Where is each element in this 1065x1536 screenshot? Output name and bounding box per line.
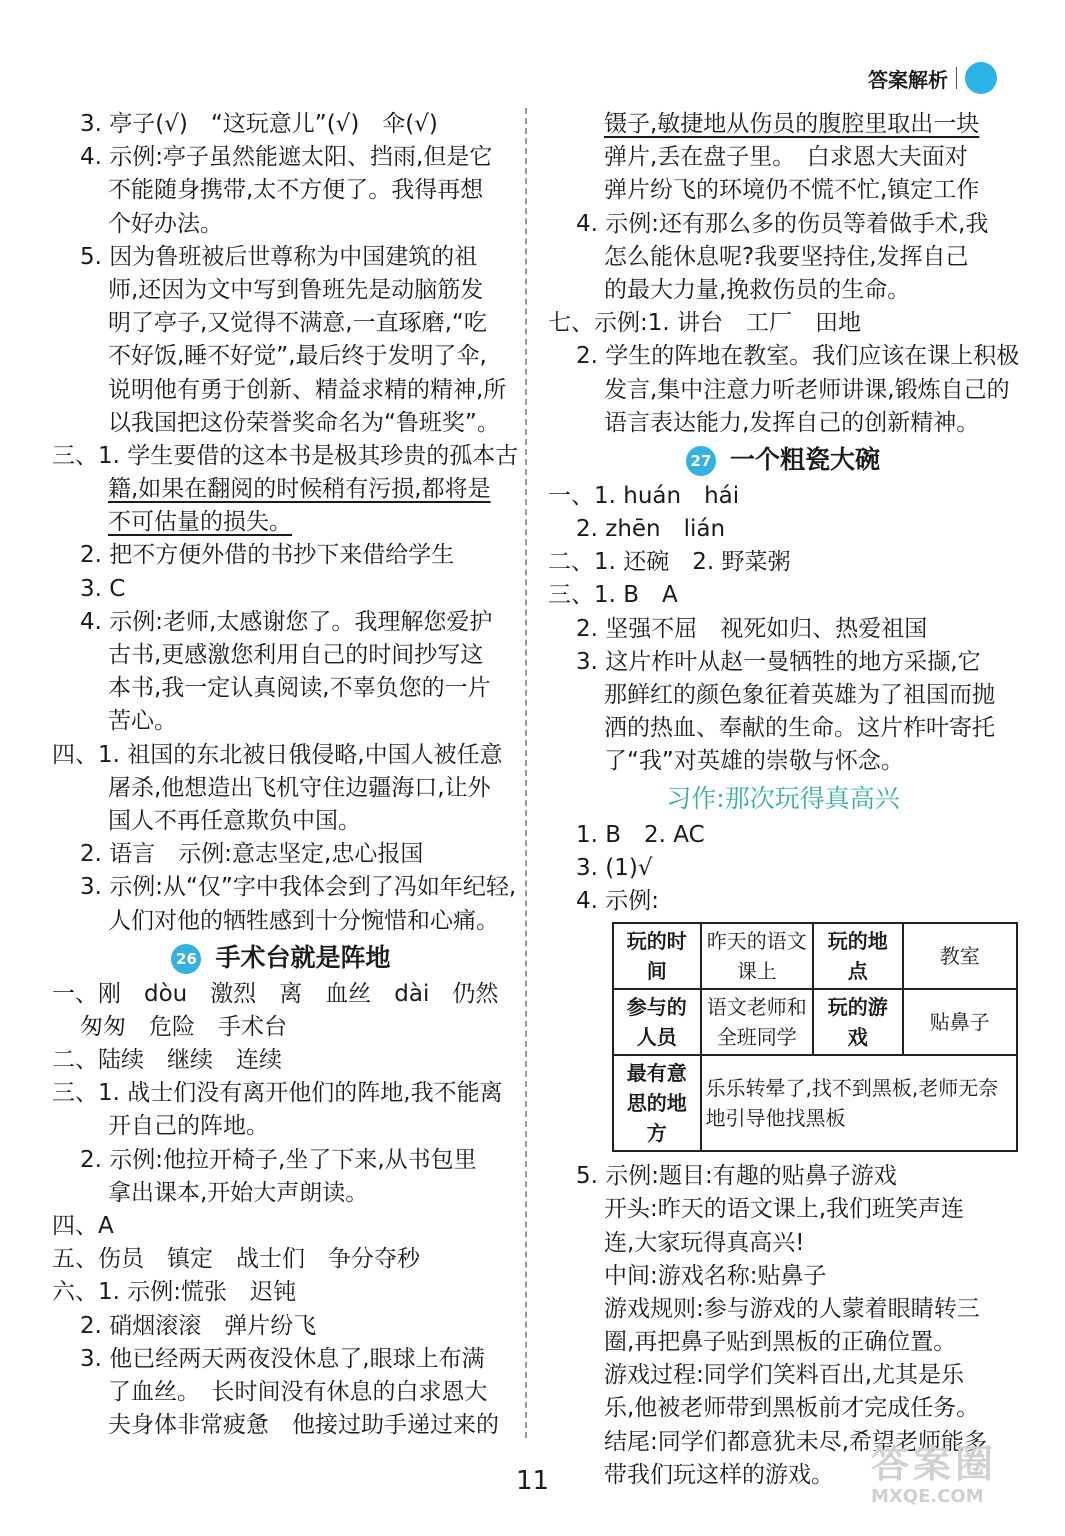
section-title — [52, 938, 510, 978]
page-header — [868, 62, 997, 94]
answer-line: 人们对他的牺牲感到十分惋惜和心痛。 — [108, 907, 499, 934]
answer-line: 一、1. huán hái — [548, 482, 740, 509]
answer-line: 5. 示例:题目:有趣的贴鼻子游戏 — [576, 1163, 897, 1190]
table-cell: 玩的地点 — [813, 923, 902, 989]
answer-line: 那鲜红的颜色象征着英雄为了祖国而抛 — [604, 682, 995, 708]
answer-line: 开自己的阵地。 — [108, 1113, 269, 1140]
answer-line: 本书,我一定认真阅读,不辜负您的一片 — [108, 675, 491, 702]
section-title-text: 一个粗瓷大碗 — [729, 444, 880, 474]
answer-line: 籍,如果在翻阅的时候稍有污损,都将是 — [108, 476, 491, 503]
section-title-text: 手术台就是阵地 — [215, 942, 391, 972]
answer-line: 弹片,丢在盘子里。 白求恩大夫面对 — [604, 144, 968, 171]
answer-line: 镊子,敏捷地从伤员的腹腔里取出一块 — [604, 111, 980, 137]
answer-line: 2. 硝烟滚滚 弹片纷飞 — [80, 1312, 317, 1339]
answer-line: 4. 示例: — [576, 887, 660, 914]
answer-line: 2. 把不方便外借的书抄下来借给学生 — [80, 542, 455, 569]
header-logo-icon — [965, 62, 997, 94]
table-cell: 教室 — [903, 923, 1017, 989]
answer-line: 六、1. 示例:慌张 迟钝 — [52, 1279, 297, 1306]
answer-line: 3. 亭子(√) “这玩意儿”(√) 伞(√) — [80, 111, 438, 137]
answer-line: 5. 因为鲁班被后世尊称为中国建筑的祖 — [80, 243, 478, 270]
answer-line: 二、陆续 继续 连续 — [52, 1047, 282, 1074]
answer-line: 了“我”对英雄的崇敬与怀念。 — [604, 748, 904, 775]
answer-line: 三、1. 战士们没有离开他们的阵地,我不能离 — [52, 1080, 503, 1107]
table-cell: 玩的游戏 — [813, 989, 902, 1055]
answer-line: 七、示例:1. 讲台 工厂 田地 — [548, 310, 862, 337]
answer-line: 苦心。 — [108, 708, 177, 735]
answer-line: 弹片纷飞的环境仍不慌不忙,镇定工作 — [604, 177, 980, 204]
table-cell: 最有意思的地方 — [613, 1055, 701, 1151]
answer-line: 不能随身携带,太不方便了。我得再想 — [108, 177, 484, 204]
table-cell: 贴鼻子 — [903, 989, 1017, 1055]
answer-line: 连,大家玩得真高兴! — [604, 1229, 805, 1256]
table-row — [613, 1055, 1017, 1151]
answer-line: 3. (1)√ — [576, 854, 653, 881]
answer-line: 拿出课本,开始大声朗读。 — [108, 1179, 369, 1206]
answer-line: 语言表达能力,发挥自己的创新精神。 — [604, 409, 980, 436]
answer-line: 师,还因为文中写到鲁班先是动脑筋发 — [108, 276, 484, 303]
table-row — [613, 923, 1017, 989]
watermark-text: 答案圈 — [871, 1442, 998, 1486]
answer-line: 四、1. 祖国的东北被日俄侵略,中国人被任意 — [52, 741, 503, 768]
answer-line: 明了亭子,又觉得不满意,一直琢磨,“吃 — [108, 310, 487, 337]
answer-line: 四、A — [52, 1213, 114, 1239]
answer-line: 五、伤员 镇定 战士们 争分夺秒 — [52, 1246, 420, 1273]
answer-line: 了血丝。 长时间没有休息的白求恩大 — [108, 1378, 488, 1405]
answer-line: 匆匆 危险 手术台 — [80, 1013, 287, 1040]
left-column — [52, 108, 519, 1442]
answer-line: 游戏规则:参与游戏的人蒙着眼睛转三 — [604, 1295, 980, 1322]
header-title: 答案解析 — [868, 67, 948, 92]
answer-line: 的最大力量,挽救伤员的生命。 — [604, 276, 911, 303]
answer-line: 2. 语言 示例:意志坚定,忠心报国 — [80, 841, 424, 868]
answer-line: 说明他有勇于创新、精益求精的精神,所 — [108, 376, 507, 403]
answer-line: 不可估量的损失。 — [108, 509, 292, 536]
page-number: 11 — [515, 1466, 550, 1496]
answer-line: 2. 示例:他拉开椅子,坐了下来,从书包里 — [80, 1146, 477, 1173]
watermark-logo — [871, 1442, 1041, 1522]
answer-line: 二、1. 还碗 2. 野菜粥 — [548, 549, 791, 576]
header-divider — [956, 67, 957, 89]
answer-line: 三、1. B A — [548, 582, 678, 609]
answer-line: 一、刚 dòu 激烈 离 血丝 dài 仍然 — [52, 980, 499, 1007]
answer-line: 游戏过程:同学们笑料百出,尤其是乐 — [604, 1362, 965, 1389]
column-divider — [525, 108, 527, 1438]
answer-line: 2. zhēn lián — [576, 516, 726, 543]
answer-line: 乐,他被老师带到黑板前才完成任务。 — [604, 1395, 980, 1422]
answer-line: 国人不再任意欺负中国。 — [108, 807, 361, 834]
answer-line: 3. 这片柞叶从赵一曼牺牲的地方采撷,它 — [576, 648, 981, 675]
table-cell: 玩的时间 — [613, 923, 701, 989]
lesson-number-badge: 27 — [686, 446, 716, 476]
answer-line: 圈,再把鼻子贴到黑板的正确位置。 — [604, 1329, 957, 1356]
section-title — [548, 779, 1018, 819]
answer-line: 2. 学生的阵地在教室。我们应该在课上积极 — [576, 343, 1020, 370]
section-title-text: 习作:那次玩得真高兴 — [666, 783, 900, 813]
answer-line: 2. 坚强不屈 视死如归、热爱祖国 — [576, 615, 928, 642]
answer-line: 屠杀,他想造出飞机守住边疆海口,让外 — [108, 774, 491, 801]
answer-line: 个好办法。 — [108, 210, 223, 237]
answer-line: 怎么能休息呢?我要坚持住,发挥自己 — [604, 243, 969, 270]
lesson-number-badge: 26 — [171, 944, 201, 974]
answer-line: 3. 他已经两天两夜没休息了,眼球上布满 — [80, 1345, 485, 1372]
answer-line: 1. B 2. AC — [576, 821, 705, 848]
answer-line: 中间:游戏名称:贴鼻子 — [604, 1262, 827, 1289]
table-cell: 语文老师和全班同学 — [701, 989, 814, 1055]
answer-line: 4. 示例:亭子虽然能遮太阳、挡雨,但是它 — [80, 144, 493, 171]
answer-table — [612, 922, 1018, 1152]
answer-line: 古书,更感激您利用自己的时间抄写这 — [108, 642, 484, 668]
answer-line: 以我国把这份荣誉奖命名为“鲁班奖”。 — [108, 409, 500, 436]
answer-line: 夫身体非常疲惫 他接过助手递过来的 — [108, 1412, 499, 1439]
answer-line: 4. 示例:老师,太感谢您了。我理解您爱护 — [80, 608, 493, 635]
section-title — [548, 440, 1018, 480]
answer-line: 4. 示例:还有那么多的伤员等着做手术,我 — [576, 210, 989, 237]
table-cell: 昨天的语文课上 — [701, 923, 814, 989]
answer-line: 不好饭,睡不好觉”,最后终于发明了伞, — [108, 343, 487, 370]
answer-line: 开头:昨天的语文课上,我们班笑声连 — [604, 1196, 965, 1223]
answer-line: 发言,集中注意力听老师讲课,锻炼自己的 — [604, 376, 1010, 403]
answer-line: 带我们玩这样的游戏。 — [604, 1461, 834, 1488]
right-column — [548, 108, 1018, 1492]
watermark-url: MXQE.COM — [871, 1486, 984, 1507]
answer-line: 结尾:同学们都意犹未尽,希望老师能多 — [604, 1428, 988, 1455]
table-cell: 参与的人员 — [613, 989, 701, 1055]
answer-line: 洒的热血、奉献的生命。这片柞叶寄托 — [604, 715, 995, 742]
answer-line: 3. 示例:从“仅”字中我体会到了冯如年纪轻, — [80, 874, 517, 901]
table-cell: 乐乐转晕了,找不到黑板,老师无奈地引导他找黑板 — [701, 1055, 1017, 1151]
table-row — [613, 989, 1017, 1055]
answer-line: 3. C — [80, 575, 126, 602]
answer-line: 三、1. 学生要借的这本书是极其珍贵的孤本古 — [52, 442, 519, 469]
